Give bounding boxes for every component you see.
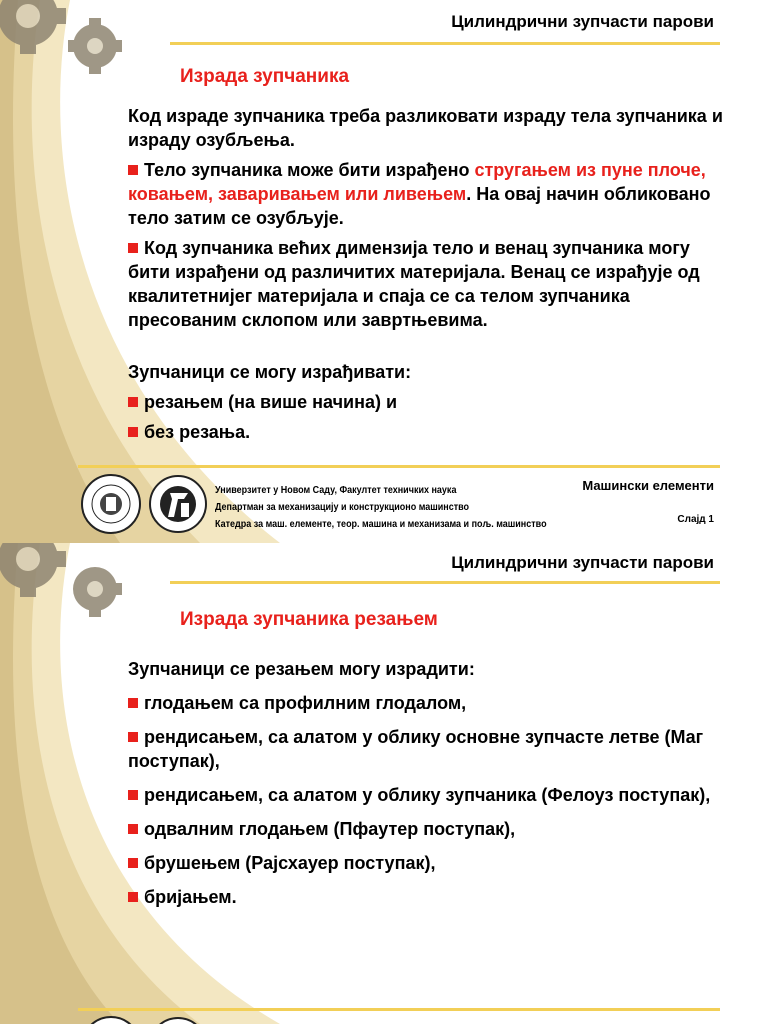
header-rule (170, 581, 720, 584)
bullet-square-icon (128, 165, 138, 175)
bullet-square-icon (128, 790, 138, 800)
bullet-item: брушењем (Рајсхауер поступак), (128, 851, 728, 875)
methods-intro: Зупчаници се могу израђивати: (128, 362, 412, 382)
bullet-item: рендисањем, са алатом у облику основне зупчасте летве (Маг поступак), (128, 727, 704, 771)
slide-body (128, 104, 728, 444)
bullet-square-icon (128, 824, 138, 834)
header-rule (170, 42, 720, 45)
bullet-square-icon (128, 698, 138, 708)
bullet-square-icon (128, 732, 138, 742)
bullet-square-icon (128, 858, 138, 868)
bullet-item: бријањем. (128, 885, 728, 909)
bullet-item: глодањем са профилним глодалом, (128, 691, 728, 715)
footer-rule (78, 465, 720, 468)
header-title: Цилиндрични зупчасти парови (451, 12, 714, 31)
bullet-item: рендисањем, са алатом у облику зупчаника (Фелоуз поступак), (128, 783, 728, 807)
bullet-square-icon (128, 397, 138, 407)
bullet-square-icon (128, 243, 138, 253)
university-seal-logo (80, 473, 142, 535)
header-title: Цилиндрични зупчасти парови (451, 553, 714, 572)
course-name: Машински елементи (582, 478, 714, 493)
university-seal-logo (80, 1015, 142, 1024)
bullet-item: Тело зупчаника може бити израђено стругањем из пуне плоче, ковањем, заваривањем или ливењем. На овај начин обликовано тело затим се озубљује. (128, 160, 711, 228)
intro-paragraph: Код израде зупчаника треба разликовати израду тела зупчаника и израду озубљења. (128, 106, 723, 150)
slide-number: Слајд 1 (677, 514, 714, 525)
chair-line: Катедра за маш. елементе, теор. машина и механизама и пољ. машинство (215, 519, 547, 530)
faculty-logo (148, 1015, 208, 1024)
slide-body (128, 657, 728, 909)
department-line: Департман за механизацију и конструкционо машинство (215, 502, 470, 513)
section-title: Израда зупчаника резањем (180, 609, 438, 630)
bullet-item: Код зупчаника већих димензија тело и венац зупчаника могу бити израђени од различитих материјала. Венац се израђује од квалитетнијег материјала и спаја се са телом зупчаника пресованим склопом или завртњевима. (128, 238, 700, 330)
university-line: Универзитет у Новом Саду, Факултет техничких наука (215, 485, 457, 496)
faculty-logo (148, 473, 208, 535)
slide-2 (0, 543, 768, 1024)
intro-paragraph: Зупчаници се резањем могу израдити: (128, 659, 475, 679)
footer-rule (78, 1008, 720, 1011)
bullet-square-icon (128, 892, 138, 902)
bullet-square-icon (128, 427, 138, 437)
section-title: Израда зупчаника (180, 66, 350, 87)
bullet-item: одвалним глодањем (Пфаутер поступак), (128, 817, 728, 841)
bullet-item: без резања. (128, 420, 728, 444)
bullet-item: резањем (на више начина) и (128, 390, 728, 414)
